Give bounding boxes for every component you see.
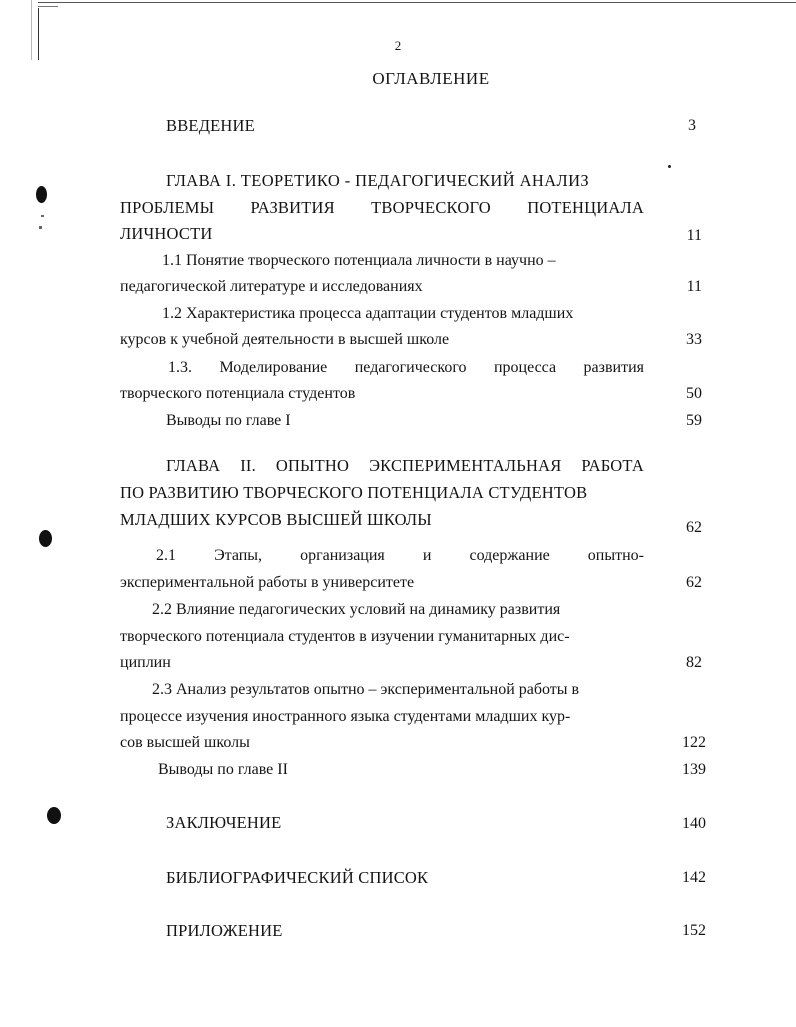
- chapter2-page: 62: [686, 519, 702, 536]
- section-1-3-page: 50: [686, 385, 702, 402]
- chapter2-conclusions: Выводы по главе II: [158, 761, 288, 778]
- section-2-1-line1: [156, 546, 644, 566]
- section-1-2-line1: 1.2 Характеристика процесса адаптации студентов младших: [162, 305, 574, 322]
- section-2-1-line2: экспериментальной работы в университете: [120, 574, 415, 591]
- chapter2-title-line2: ПО РАЗВИТИЮ ТВОРЧЕСКОГО ПОТЕНЦИАЛА СТУДЕНТОВ: [120, 483, 588, 502]
- scan-speck-2: [39, 226, 42, 229]
- section-2-1-word: организация: [300, 547, 385, 564]
- section-1-3-word: 1.3.: [168, 359, 192, 376]
- section-1-1-page: 11: [686, 278, 702, 295]
- chapter1-title-word: ТВОРЧЕСКОГО: [371, 198, 491, 217]
- section-2-2-line2: творческого потенциала студентов в изучении гуманитарных дис-: [120, 628, 570, 645]
- chapter2-conclusions-page: 139: [682, 761, 706, 778]
- section-2-2-line3: циплин: [120, 654, 171, 671]
- section-1-3-word: педагогического: [354, 359, 467, 376]
- section-1-3-line2: творческого потенциала студентов: [120, 385, 356, 402]
- chapter2-title-word: РАБОТА: [581, 456, 644, 475]
- chapter2-title-word: II.: [240, 456, 256, 475]
- section-2-1-word: содержание: [469, 547, 550, 564]
- chapter2-title-word: ГЛАВА: [166, 456, 221, 475]
- toc-bibliography-page: 142: [682, 869, 706, 886]
- chapter1-title-word: ПОТЕНЦИАЛА: [527, 198, 644, 217]
- section-1-2-line2: курсов к учебной деятельности в высшей школе: [120, 331, 450, 348]
- chapter1-title-line3: ЛИЧНОСТИ: [120, 224, 213, 243]
- section-1-3-word: процесса: [493, 359, 557, 376]
- section-2-3-page: 122: [682, 734, 706, 751]
- scan-speck-1: [41, 215, 44, 217]
- chapter2-title-word: ОПЫТНО: [275, 456, 350, 475]
- section-1-2-page: 33: [686, 331, 702, 348]
- toc-conclusion-page: 140: [682, 815, 706, 832]
- toc-intro-page: 3: [688, 117, 696, 134]
- section-1-1-line2: педагогической литературе и исследованиях: [120, 278, 423, 295]
- section-2-3-line2: процессе изучения иностранного языка студентами младших кур-: [120, 708, 571, 725]
- chapter1-page: 11: [686, 227, 702, 244]
- section-2-1-word: и: [422, 547, 432, 564]
- chapter2-title-line1: [166, 456, 644, 476]
- section-2-2-page: 82: [686, 654, 702, 671]
- binding-hole-3: [47, 807, 61, 824]
- section-2-3-line3: сов высшей школы: [120, 734, 250, 751]
- binding-hole-1: [36, 186, 47, 203]
- section-1-3-word: развития: [583, 359, 644, 376]
- toc-conclusion-label: ЗАКЛЮЧЕНИЕ: [166, 813, 282, 832]
- section-1-3-line1: [168, 358, 644, 378]
- toc-intro-label: ВВЕДЕНИЕ: [166, 116, 255, 135]
- scan-border-top: [38, 2, 796, 3]
- section-1-1-line1: 1.1 Понятие творческого потенциала личности в научно –: [162, 252, 556, 269]
- section-1-3-word: Моделирование: [219, 359, 328, 376]
- section-2-1-word: Этапы,: [214, 547, 263, 564]
- section-2-1-page: 62: [686, 574, 702, 591]
- toc-appendix-label: ПРИЛОЖЕНИЕ: [166, 921, 283, 940]
- chapter2-title-word: ЭКСПЕРИМЕНТАЛЬНАЯ: [369, 456, 562, 475]
- scan-speck-3: [668, 165, 671, 168]
- section-2-1-word: опытно-: [587, 547, 644, 564]
- chapter2-title-line3: МЛАДШИХ КУРСОВ ВЫСШЕЙ ШКОЛЫ: [120, 510, 432, 529]
- toc-title: ОГЛАВЛЕНИЕ: [372, 69, 490, 88]
- section-2-2-line1: 2.2 Влияние педагогических условий на динамику развития: [152, 601, 561, 618]
- page-number: 2: [394, 38, 402, 53]
- toc-appendix-page: 152: [682, 922, 706, 939]
- chapter1-conclusions-page: 59: [686, 412, 702, 429]
- chapter1-title-word: ПРОБЛЕМЫ: [120, 198, 215, 217]
- chapter1-title-line2: [120, 198, 644, 218]
- toc-bibliography-label: БИБЛИОГРАФИЧЕСКИЙ СПИСОК: [166, 868, 429, 887]
- chapter1-title-word: РАЗВИТИЯ: [250, 198, 335, 217]
- binding-hole-2: [39, 530, 52, 547]
- chapter1-conclusions: Выводы по главе I: [166, 412, 291, 429]
- section-2-1-word: 2.1: [156, 547, 176, 564]
- chapter1-title-line1: ГЛАВА I. ТЕОРЕТИКО - ПЕДАГОГИЧЕСКИЙ АНАЛИЗ: [166, 171, 590, 190]
- scan-border-mark: [38, 6, 58, 7]
- section-2-3-line1: 2.3 Анализ результатов опытно – экспериментальной работы в: [152, 681, 580, 698]
